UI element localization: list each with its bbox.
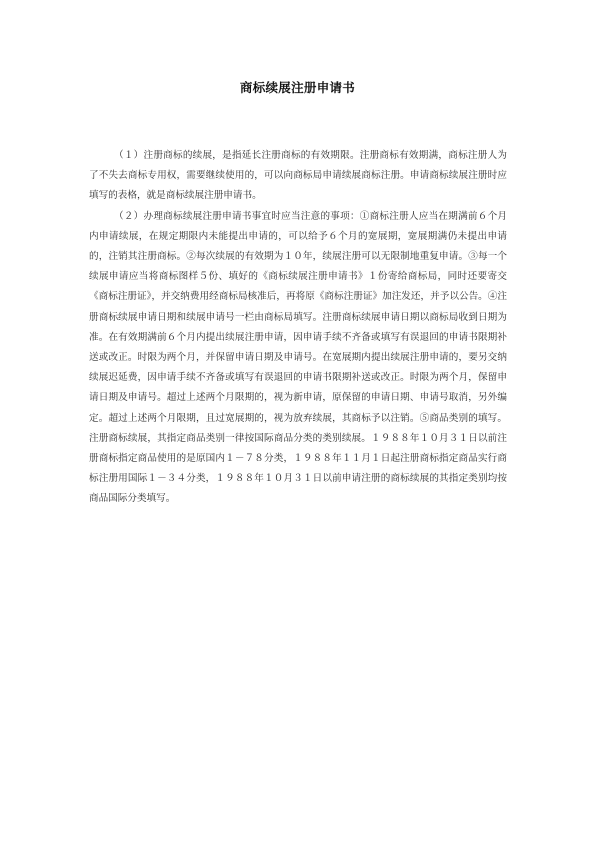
document-title: 商标续展注册申请书 xyxy=(239,80,356,95)
document-body xyxy=(89,146,507,510)
paragraph-renewal-definition: （１）注册商标的续展，是指延长注册商标的有效期限。注册商标有效期满，商标注册人为了不失去商标专用权，需要继续使用的，可以向商标局申请续展商标注册。申请商标续展注册时应填写的表格，就是商标续展注册申请书。 xyxy=(89,150,507,202)
paragraph-renewal-notes: （２）办理商标续展注册申请书事宜时应当注意的事项：①商标注册人应当在期满前６个月内申请续展，在规定期限内未能提出申请的，可以给予６个月的宽展期，宽展期满仍未提出申请的，注销其注册商标。②每次续展的有效期为１０年，续展注册可以无限制地重复申请。③每一个续展申请应当将商标图样５份、填好的《商标续展注册申请书》１份寄给商标局，同时还要寄交《商标注册证》，并交纳费用经商标局核准后，再将原《商标注册证》加注发还，并予以公告。④注册商标续展申请日期和续展申请号一栏由商标局填写。注册商标续展申请日期以商标局收到日期为准。在有效期满前６个月内提出续展注册申请，因申请手续不齐备或填写有误退回的申请书限期补送或改正。时限为两个月，并保留申请日期及申请号。在宽展期内提出续展注册申请的，要另交纳续展迟延费，因申请手续不齐备或填写有误退回的申请书限期补送或改正。时限为两个月，保留申请日期及申请号。超过上述两个月限期的，视为新申请，原保留的申请日期、申请号取消，另外编定。超过上述两个月限期，且过宽展期的，视为放弃续展，其商标予以注销。⑤商品类别的填写。注册商标续展，其指定商品类别一律按国际商品分类的类别续展。１９８８年１０月３１日以前注册商标指定商品使用的是原国内１－７８分类，１９８８年１１月１日起注册商标指定商品实行商标注册用国际１－３４分类，１９８８年１０月３１日以前申请注册的商标续展的其指定类别均按商品国际分类填写。 xyxy=(89,210,507,505)
